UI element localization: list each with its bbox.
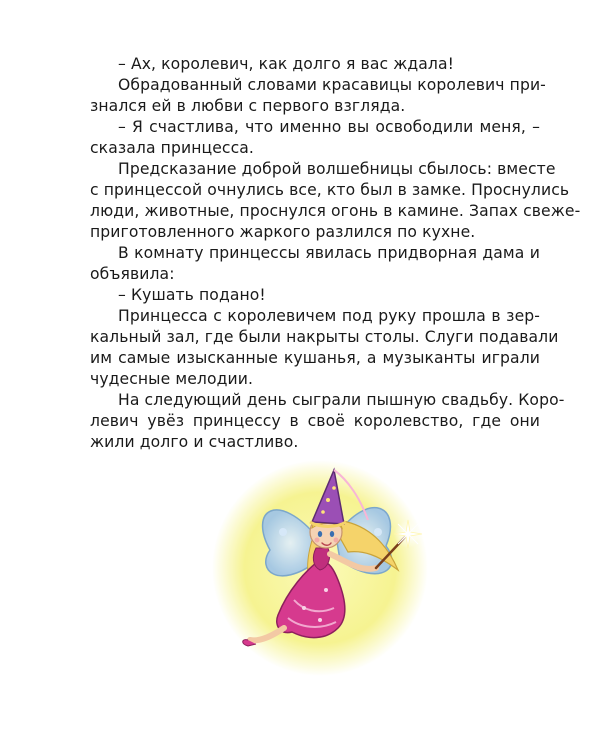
story-line: – Ах, королевич, как долго я вас ждала!	[118, 55, 454, 73]
story-line: чудесные мелодии.	[90, 370, 254, 388]
story-line: сказала принцесса.	[90, 139, 254, 157]
story-line: с принцессой очнулись все, кто был в замке. Проснулись	[90, 181, 570, 199]
fairy-illustration	[208, 450, 448, 680]
story-line: кальный зал, где были накрыты столы. Слуги подавали	[90, 328, 559, 346]
story-line: На следующий день сыграли пышную свадьбу. Коро-	[118, 391, 565, 409]
story-line: левич увёз принцессу в своё королевство, где они	[90, 412, 540, 430]
story-line: объявила:	[90, 265, 175, 283]
fairy-image	[208, 450, 448, 680]
story-line: – Кушать подано!	[118, 286, 266, 304]
story-line: В комнату принцессы явилась придворная дама и	[118, 244, 540, 262]
story-line: – Я счастлива, что именно вы освободили меня, –	[118, 118, 540, 136]
story-line: Обрадованный словами красавицы королевич при-	[118, 76, 546, 94]
sparkle-icon	[394, 520, 422, 548]
story-text	[90, 54, 581, 453]
story-line: жили долго и счастливо.	[90, 433, 299, 451]
story-line: знался ей в любви с первого взгляда.	[90, 97, 406, 115]
story-line: приготовленного жаркого разлился по кухне.	[90, 223, 476, 241]
story-line: Принцесса с королевичем под руку прошла в зер-	[118, 307, 540, 325]
story-line: Предсказание доброй волшебницы сбылось: вместе	[118, 160, 556, 178]
story-line: люди, животные, проснулся огонь в камине. Запах свеже-	[90, 202, 581, 220]
story-line: им самые изысканные кушанья, а музыканты играли	[90, 349, 540, 367]
